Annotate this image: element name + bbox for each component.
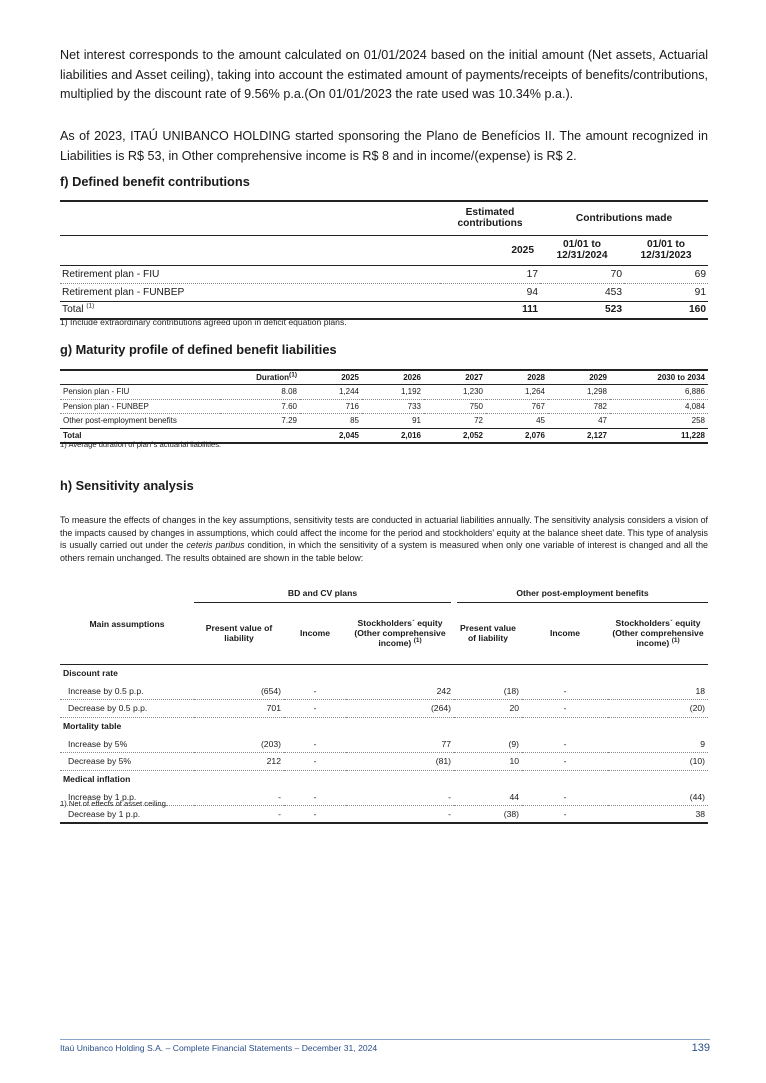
cell-value: 750 [424, 399, 486, 414]
row-label: Pension plan - FIU [60, 385, 220, 400]
page-number: 139 [691, 1042, 710, 1054]
section-f-title: f) Defined benefit contributions [60, 174, 250, 189]
cell-value: 77 [346, 735, 454, 753]
cell-value: 7.60 [220, 399, 300, 414]
hdr-year: 2028 [486, 370, 548, 385]
cell-value: 2,052 [424, 428, 486, 443]
hdr-present-value-liability: Present value of liability [454, 602, 522, 664]
cell-value: - [346, 806, 454, 824]
cell-value: 453 [540, 283, 624, 301]
cell-value: 6,886 [610, 385, 708, 400]
hdr-year: 2030 to 2034 [610, 370, 708, 385]
cell-value: 716 [300, 399, 362, 414]
cell-value: (654) [194, 682, 284, 700]
hdr-stockholders-equity: Stockholders´ equity (Other comprehensive income) [612, 618, 704, 648]
cell-value: 47 [548, 414, 610, 429]
cell-value: 91 [362, 414, 424, 429]
hdr-year: 2027 [424, 370, 486, 385]
table-row [60, 753, 708, 771]
cell-value: 258 [610, 414, 708, 429]
cell-value: - [284, 753, 346, 771]
intro-paragraph-2: As of 2023, ITAÚ UNIBANCO HOLDING started sponsoring the Plano de Benefícios II. The amount recognized in Liabilities is R$ 53, in Other comprehensive income is R$ 8 and in income/(expense) is R$ 2. [60, 129, 708, 163]
hdr-year: 2026 [362, 370, 424, 385]
cell-value: 1,264 [486, 385, 548, 400]
cell-value: (18) [454, 682, 522, 700]
row-label: Increase by 5% [60, 735, 194, 753]
hdr-2023: 01/01 to 12/31/2023 [624, 235, 708, 265]
cell-value: 160 [624, 301, 708, 319]
hdr-other-post-employment: Other post-employment benefits [454, 585, 708, 602]
cell-value: - [284, 806, 346, 824]
cell-value: (10) [608, 753, 708, 771]
hdr-year: 2029 [548, 370, 610, 385]
category-label: Discount rate [63, 668, 118, 679]
row-label: Retirement plan - FUNBEP [60, 283, 440, 301]
cell-value: 782 [548, 399, 610, 414]
footnote-marker: (1) [289, 371, 297, 379]
hdr-bd-cv-plans: BD and CV plans [194, 585, 454, 602]
sensitivity-description [60, 514, 708, 564]
section-f-note: 1) Include extraordinary contributions agreed upon in deficit equation plans. [60, 317, 347, 327]
cell-value: - [284, 700, 346, 718]
hdr-estimated-contributions: Estimated contributions [440, 201, 540, 235]
hdr-2025: 2025 [440, 235, 540, 265]
text-italic: ceteris paribus [186, 540, 245, 550]
total-label: Total [62, 304, 84, 316]
footnote-marker: (1) [86, 302, 95, 310]
table-row [60, 265, 708, 283]
table-row [60, 414, 708, 429]
table-row [60, 682, 708, 700]
cell-value: 111 [440, 301, 540, 319]
cell-value: (203) [194, 735, 284, 753]
hdr-2024: 01/01 to 12/31/2024 [540, 235, 624, 265]
cell-value: - [522, 682, 608, 700]
cell-value: 17 [440, 265, 540, 283]
cell-value: 94 [440, 283, 540, 301]
cell-value: (38) [454, 806, 522, 824]
section-g-note: 1) Average duration of plan´s actuarial liabilities. [60, 440, 222, 449]
cell-value: 1,244 [300, 385, 362, 400]
cell-value: - [522, 735, 608, 753]
cell-value: 10 [454, 753, 522, 771]
section-h-title: h) Sensitivity analysis [60, 478, 194, 493]
hdr-main-assumptions: Main assumptions [60, 585, 194, 664]
cell-value: (81) [346, 753, 454, 771]
row-label: Increase by 0.5 p.p. [60, 682, 194, 700]
cell-value: 242 [346, 682, 454, 700]
hdr-income: Income [522, 602, 608, 664]
contributions-table [60, 200, 708, 320]
category-label: Medical inflation [63, 774, 131, 785]
text-part: condition, in which the sensitivity of a system is measured when only one variable of interest is changed and all the others remain unchanged. The results obtained are shown in the table below: [60, 540, 708, 563]
cell-value: 1,298 [548, 385, 610, 400]
row-label: Retirement plan - FIU [60, 265, 440, 283]
maturity-table [60, 369, 708, 444]
row-label: Increase by 1 p.p. [60, 788, 194, 806]
table-row [60, 735, 708, 753]
cell-value: 44 [454, 788, 522, 806]
cell-value: 2,127 [548, 428, 610, 443]
cell-value: 11,228 [610, 428, 708, 443]
cell-value: 72 [424, 414, 486, 429]
hdr-present-value-liability: Present value of liability [194, 602, 284, 664]
cell-value: (44) [608, 788, 708, 806]
cell-value: 69 [624, 265, 708, 283]
footer-divider [60, 1039, 710, 1040]
cell-value: 733 [362, 399, 424, 414]
footer-text: Itaú Unibanco Holding S.A. – Complete Financial Statements – December 31, 2024 [60, 1043, 378, 1053]
cell-value: 91 [624, 283, 708, 301]
section-g-title: g) Maturity profile of defined benefit liabilities [60, 342, 337, 357]
cell-value: 2,016 [362, 428, 424, 443]
row-label: Decrease by 1 p.p. [60, 806, 194, 824]
row-label: Pension plan - FUNBEP [60, 399, 220, 414]
table-row [60, 399, 708, 414]
cell-value: 212 [194, 753, 284, 771]
cell-value: - [284, 735, 346, 753]
cell-value: 20 [454, 700, 522, 718]
cell-value: 70 [540, 265, 624, 283]
cell-value: 523 [540, 301, 624, 319]
hdr-stockholders-equity: Stockholders´ equity (Other comprehensive income) [354, 618, 446, 648]
cell-value: - [522, 700, 608, 718]
table-row [60, 806, 708, 824]
cell-value: 45 [486, 414, 548, 429]
hdr-year: 2025 [300, 370, 362, 385]
cell-value: 1,230 [424, 385, 486, 400]
cell-value: - [284, 682, 346, 700]
table-row [60, 385, 708, 400]
cell-value: - [194, 806, 284, 824]
row-label: Other post-employment benefits [60, 414, 220, 429]
cell-value: 7.29 [220, 414, 300, 429]
cell-value: 2,045 [300, 428, 362, 443]
cell-value: - [522, 753, 608, 771]
footnote-marker: (1) [413, 637, 422, 645]
cell-value: - [284, 788, 346, 806]
cell-value: - [194, 788, 284, 806]
intro-paragraph-1: Net interest corresponds to the amount calculated on 01/01/2024 based on the initial amount (Net assets, Actuarial liabilities and Asset ceiling), taking into account the estimated amount of payments/receipts of benefits/contributions, multiplied by the discount rate of 9.56% p.a.(On 01/01/2023 the rate used was 10.34% p.a.). [60, 48, 708, 101]
cell-value: 8.08 [220, 385, 300, 400]
category-label: Mortality table [63, 721, 122, 732]
table-row [60, 283, 708, 301]
row-label: Decrease by 5% [60, 753, 194, 771]
hdr-income: Income [284, 602, 346, 664]
cell-value: - [522, 806, 608, 824]
cell-value: - [522, 788, 608, 806]
cell-value: (9) [454, 735, 522, 753]
sensitivity-table [60, 585, 708, 824]
cell-value: 1,192 [362, 385, 424, 400]
section-h-note: 1) Net of effects of asset ceiling. [60, 799, 168, 808]
cell-value: (264) [346, 700, 454, 718]
cell-value: 38 [608, 806, 708, 824]
cell-value: 85 [300, 414, 362, 429]
cell-value: 767 [486, 399, 548, 414]
row-label: Decrease by 0.5 p.p. [60, 700, 194, 718]
cell-value: 18 [608, 682, 708, 700]
hdr-duration: Duration [256, 373, 290, 382]
cell-value: (20) [608, 700, 708, 718]
cell-value: 701 [194, 700, 284, 718]
hdr-contributions-made: Contributions made [540, 201, 708, 235]
text-part: To measure the effects of changes in the key assumptions, sensitivity tests are conducted in actuarial liabilities annually. The sensitivity analysis considers a vision of the impacts caused by changes in assumptions, which could affect the income for the period and stockholders' equity at the balance sheet date. This type of analysis is usually carried out under the [60, 515, 708, 550]
cell-value: 9 [608, 735, 708, 753]
cell-value: 2,076 [486, 428, 548, 443]
footnote-marker: (1) [671, 637, 680, 645]
cell-value: 4,084 [610, 399, 708, 414]
total-label: Total [60, 428, 220, 443]
table-row [60, 700, 708, 718]
cell-value: - [346, 788, 454, 806]
